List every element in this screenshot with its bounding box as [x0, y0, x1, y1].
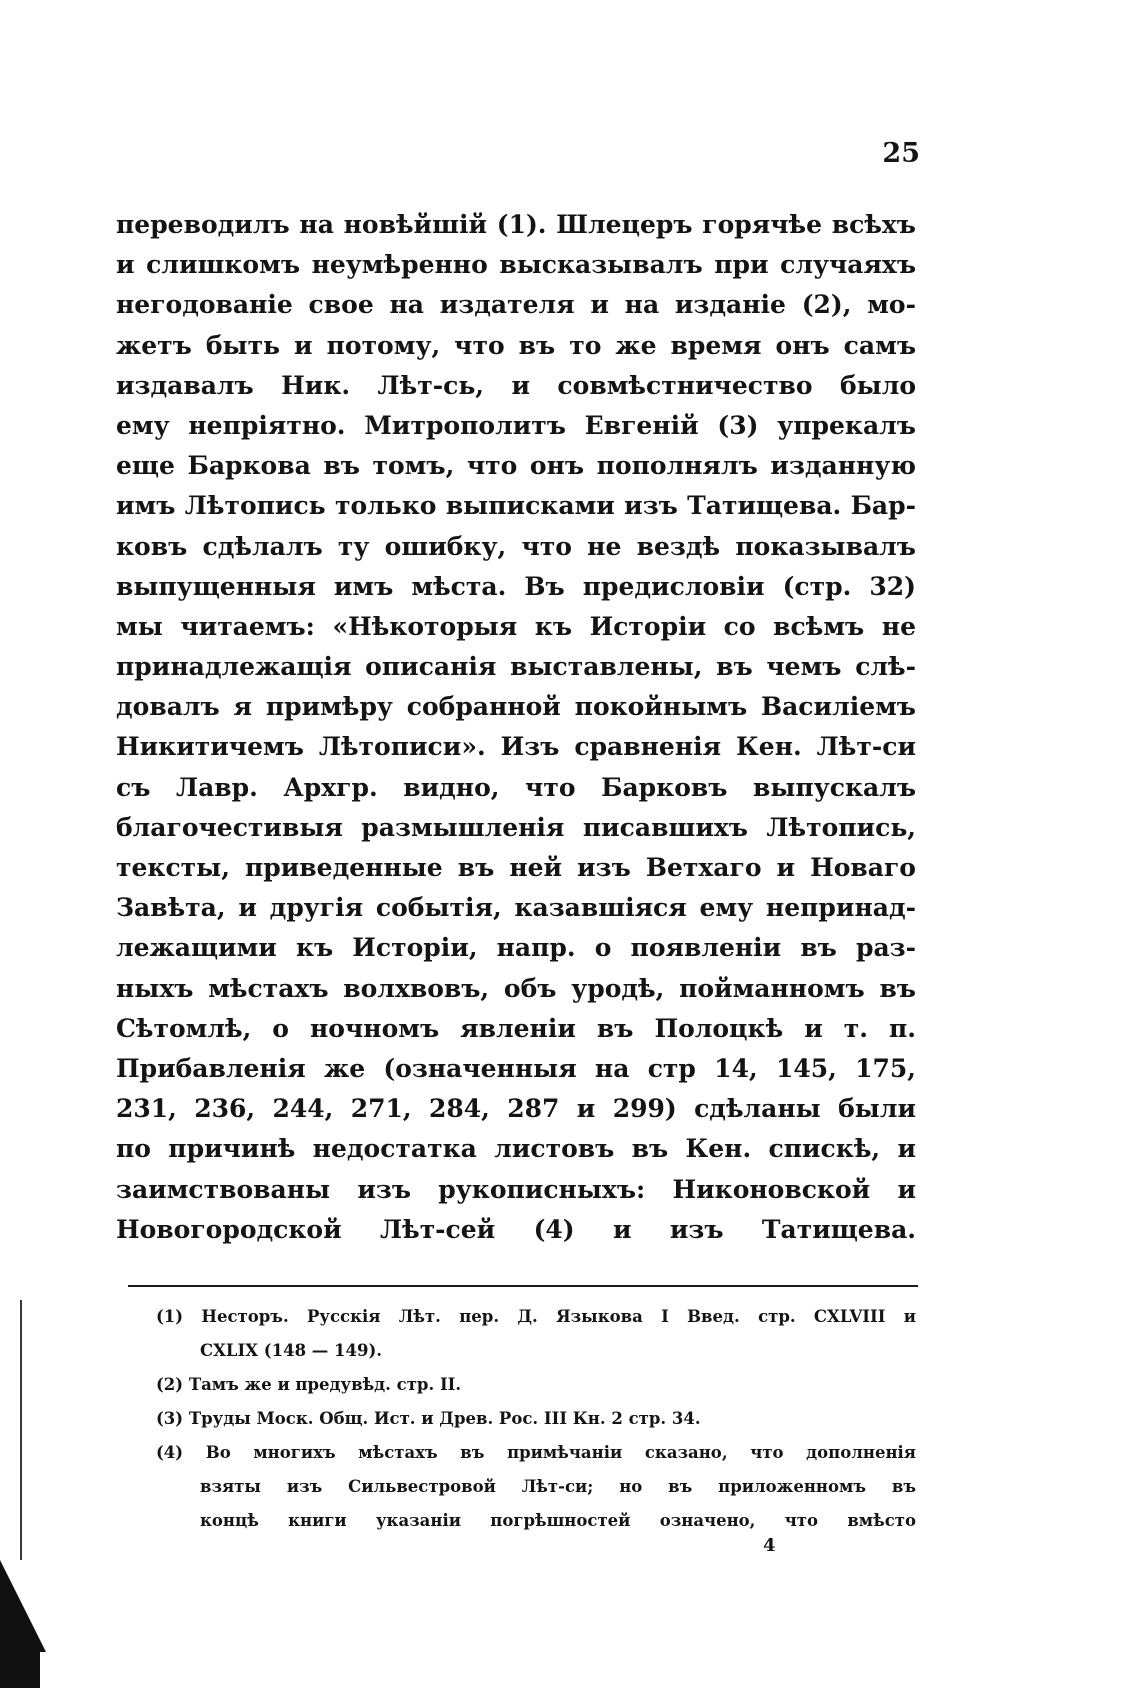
body-line: и слишкомъ неумѣренно высказывалъ при случаяхъ [116, 250, 916, 280]
scan-edge-corner [0, 1652, 40, 1688]
body-line: ковъ сдѣлалъ ту ошибку, что не вездѣ показывалъ [116, 531, 916, 561]
scan-edge-line [20, 1300, 22, 1560]
body-line: ему непріятно. Митрополитъ Евгеній (3) упрекалъ [116, 410, 916, 440]
scan-edge-shadow [0, 1560, 46, 1652]
body-text [116, 205, 916, 1250]
footnote-line: (1) Несторъ. Русскія Лѣт. пер. Д. Языкова I Введ. стр. CXLVIII и [156, 1307, 916, 1326]
body-line: Завѣта, и другія событія, казавшіяся ему непринад- [116, 893, 916, 923]
footnote-line: CXLIX (148 — 149). [200, 1341, 383, 1360]
body-line: тексты, приведенные въ ней изъ Ветхаго и Новаго [116, 853, 916, 882]
body-line: Никитичемъ Лѣтописи». Изъ сравненія Кен. Лѣт-си [116, 732, 916, 762]
body-line: благочестивыя размышленія писавшихъ Лѣтопись, [116, 812, 916, 842]
body-line: мы читаемъ: «Нѣкоторыя къ Исторіи со всѣмъ не [116, 611, 916, 641]
body-line: выпущенныя имъ мѣста. Въ предисловіи (стр. 32) [116, 571, 916, 601]
body-line: 231, 236, 244, 271, 284, 287 и 299) сдѣланы были [116, 1094, 916, 1124]
body-line: ныхъ мѣстахъ волхвовъ, объ уродѣ, пойманномъ въ [116, 973, 916, 1003]
body-line: еще Баркова въ томъ, что онъ пополнялъ изданную [116, 451, 916, 481]
body-line: лежащими къ Исторіи, напр. о появленіи въ раз- [116, 933, 916, 963]
body-line: имъ Лѣтопись только выписками изъ Татищева. Бар- [116, 491, 916, 521]
body-line: съ Лавр. Архгр. видно, что Барковъ выпускалъ [116, 772, 916, 802]
body-line: принадлежащія описанія выставлены, въ чемъ слѣ- [116, 652, 916, 682]
signature-mark: 4 [763, 1535, 776, 1556]
body-line: заимствованы изъ рукописныхъ: Никоновской и [116, 1174, 916, 1204]
footnote-line: (3) Труды Моск. Общ. Ист. и Древ. Рос. III Кн. 2 стр. 34. [156, 1409, 701, 1428]
body-line: жетъ быть и потому, что въ то же время онъ самъ [116, 330, 916, 360]
footnote-line: взяты изъ Сильвестровой Лѣт-си; но въ приложенномъ въ [200, 1477, 916, 1496]
footnote-separator [128, 1285, 918, 1287]
body-line: Новогородской Лѣт-сей (4) и изъ Татищева. [116, 1214, 916, 1244]
footnote-line: (2) Тамъ же и предувѣд. стр. II. [156, 1375, 462, 1394]
footnote-line: (4) Во многихъ мѣстахъ въ примѣчаніи сказано, что дополненія [156, 1443, 916, 1462]
footnotes [156, 1300, 916, 1538]
body-line: издавалъ Ник. Лѣт-сь, и совмѣстничество было [116, 370, 916, 400]
body-line: переводилъ на новѣйшій (1). Шлецеръ горячѣе всѣхъ [116, 210, 916, 239]
body-line: Прибавленія же (означенныя на стр 14, 145, 175, [116, 1053, 916, 1083]
body-line: негодованіе свое на издателя и на изданіе (2), мо- [116, 290, 916, 320]
footnote-line: концѣ книги указаніи погрѣшностей означено, что вмѣсто [200, 1511, 916, 1530]
body-line: довалъ я примѣру собранной покойнымъ Василіемъ [116, 692, 916, 722]
body-line: Сѣтомлѣ, о ночномъ явленіи въ Полоцкѣ и т. п. [116, 1013, 916, 1043]
body-line: по причинѣ недостатка листовъ въ Кен. спискѣ, и [116, 1134, 916, 1164]
page-number: 25 [882, 138, 920, 169]
